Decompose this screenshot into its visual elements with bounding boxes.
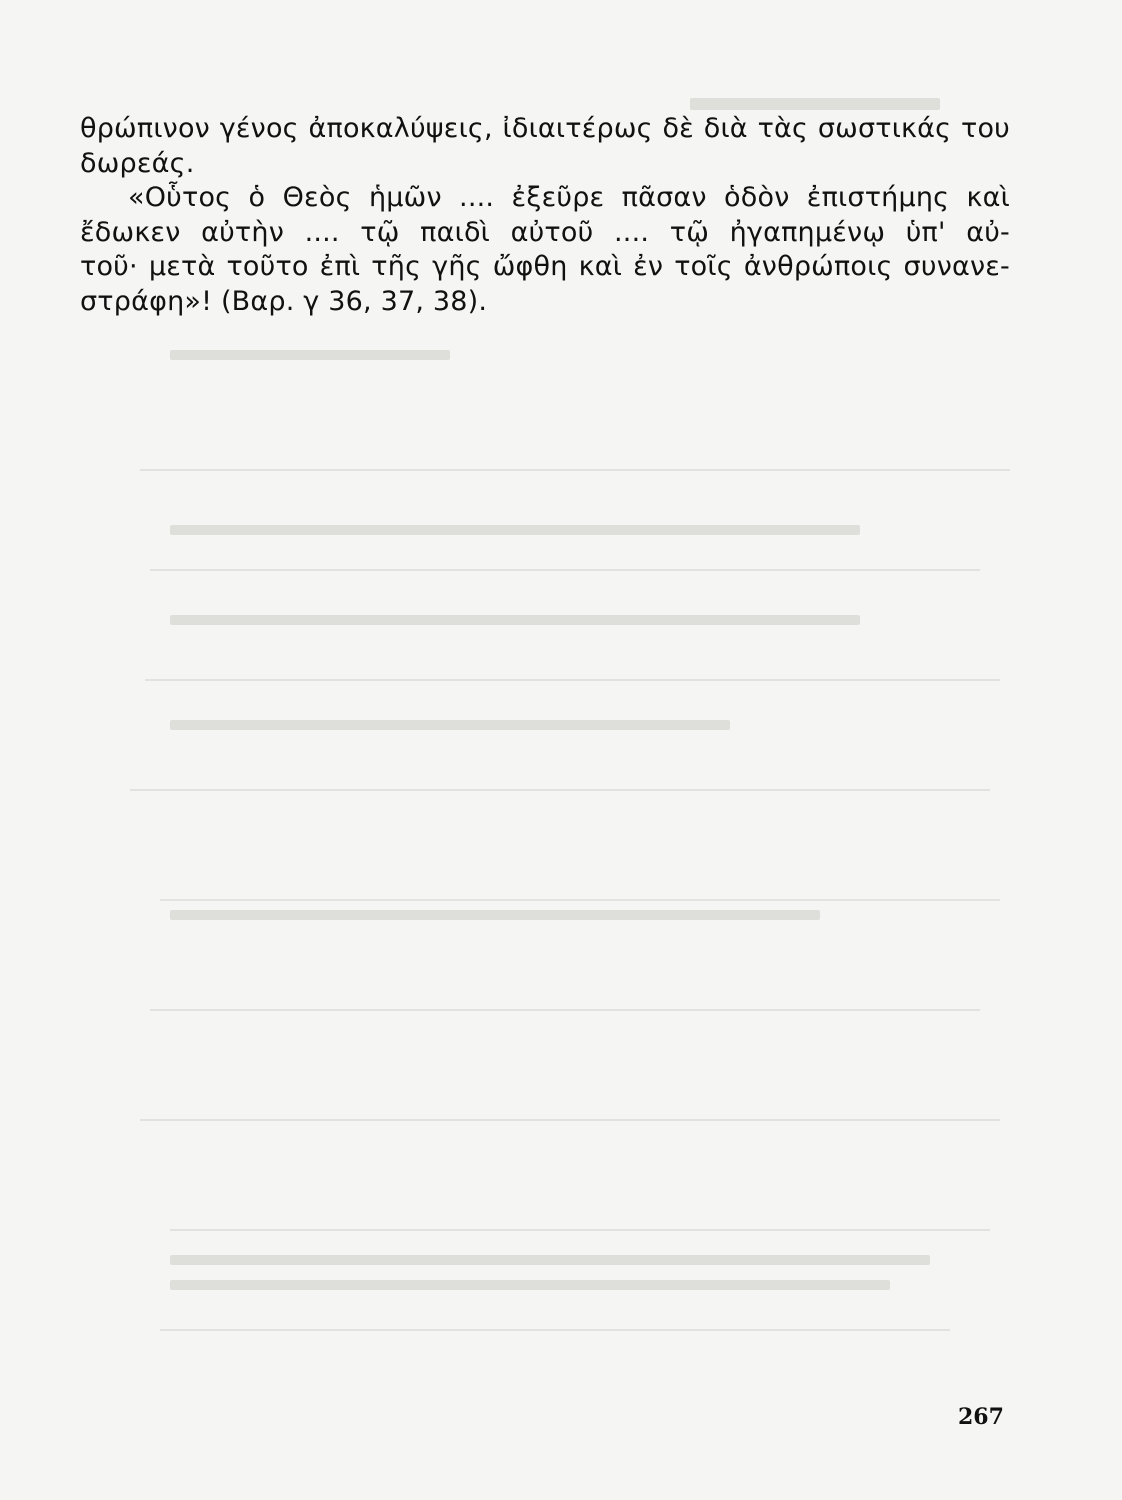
text-line-3: «Οὗτος ὁ Θεὸς ἡμῶν .... ἐξεῦρε πᾶσαν ὁδὸν ἐπιστήμης καὶ bbox=[128, 182, 1010, 213]
text-line-1: θρώπινον γένος ἀποκαλύψεις, ἰδιαιτέρως δὲ διὰ τὰς σωστικάς του bbox=[80, 113, 1010, 144]
greek-body-text bbox=[80, 112, 1010, 319]
text-line-6: στράφη»! (Βαρ. γ 36, 37, 38). bbox=[80, 285, 488, 317]
page-number: 267 bbox=[958, 1404, 1004, 1430]
text-line-4: ἔδωκεν αὐτὴν .... τῷ παιδὶ αὐτοῦ .... τῷ ἠγαπημένῳ ὑπ' αὐ- bbox=[80, 216, 1010, 248]
text-line-2: δωρεάς. bbox=[80, 147, 195, 179]
text-line-5: τοῦ· μετὰ τοῦτο ἐπὶ τῆς γῆς ὤφθη καὶ ἐν τοῖς ἀνθρώποις συνανε- bbox=[80, 251, 1010, 282]
